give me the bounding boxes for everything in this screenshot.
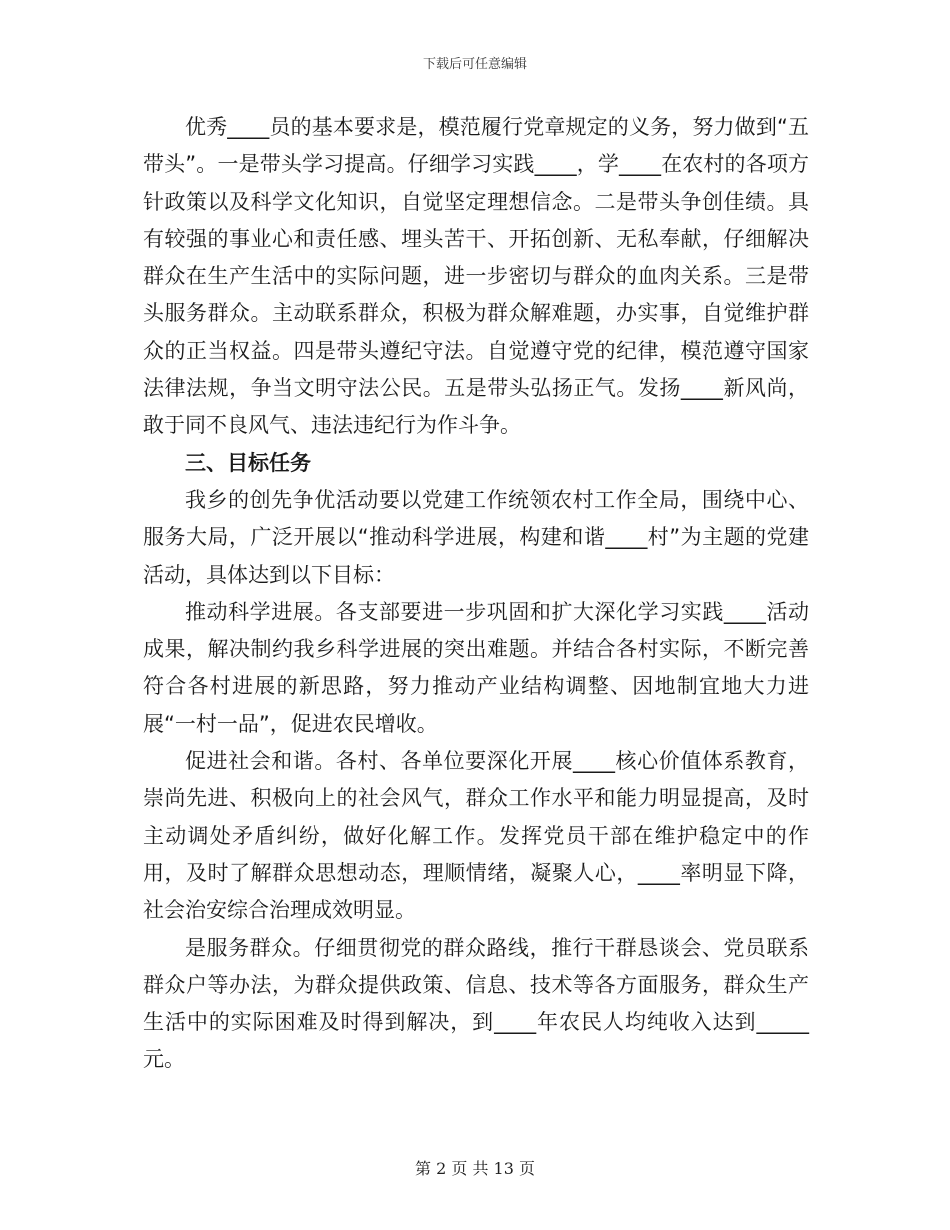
paragraph-social-harmony: 促进社会和谐。各村、各单位要深化开展____核心价值体系教育，崇尚先进、积极向上的社会风气，群众工作水平和能力明显提高，及时主动调处矛盾纠纷，做好化解工作。发挥党员干部在维护稳定中的作用，及时了解群众思想动态，理顺情绪，凝聚人心，____率明显下降，社会治安综合治理成效明显。 [143,749,809,923]
paragraph-serve-masses: 是服务群众。仔细贯彻党的群众路线，推行干群恳谈会、党员联系群众户等办法，为群众提供政策、信息、技术等各方面服务，群众生产生活中的实际困难及时得到解决，到____年农民人均纯收入达到_____元。 [143,935,809,1072]
paragraph-science-development: 推动科学进展。各支部要进一步巩固和扩大深化学习实践____活动成果，解决制约我乡科学进展的突出难题。并结合各村实际，不断完善符合各村进展的新思路，努力推动产业结构调整、因地制宜地大力进展“一村一品”，促进农民增收。 [143,599,809,736]
paragraph-five-leads: 优秀____员的基本要求是，模范履行党章规定的义务，努力做到“五带头”。一是带头学习提高。仔细学习实践____，学____在农村的各项方针政策以及科学文化知识，自觉坚定理想信念。二是带头争创佳绩。具有较强的事业心和责任感、埋头苦干、开拓创新、无私奉献，仔细解决群众在生产生活中的实际问题，进一步密切与群众的血肉关系。三是带头服务群众。主动联系群众，积极为群众解难题，办实事，自觉维护群众的正当权益。四是带头遵纪守法。自觉遵守党的纪律，模范遵守国家法律法规，争当文明守法公民。五是带头弘扬正气。发扬____新风尚，敢于同不良风气、违法违纪行为作斗争。 [143,115,809,438]
section-heading: 三、目标任务 [185,450,311,475]
page-header: 下载后可任意编辑 [422,57,527,72]
page-footer: 第 2 页 共 13 页 [415,1159,535,1178]
paragraph-intro: 我乡的创先争优活动要以党建工作统领农村工作全局，围绕中心、服务大局，广泛开展以“推动科学进展，构建和谐____村”为主题的党建活动，具体达到以下目标： [143,487,809,587]
document-body [143,109,809,1079]
